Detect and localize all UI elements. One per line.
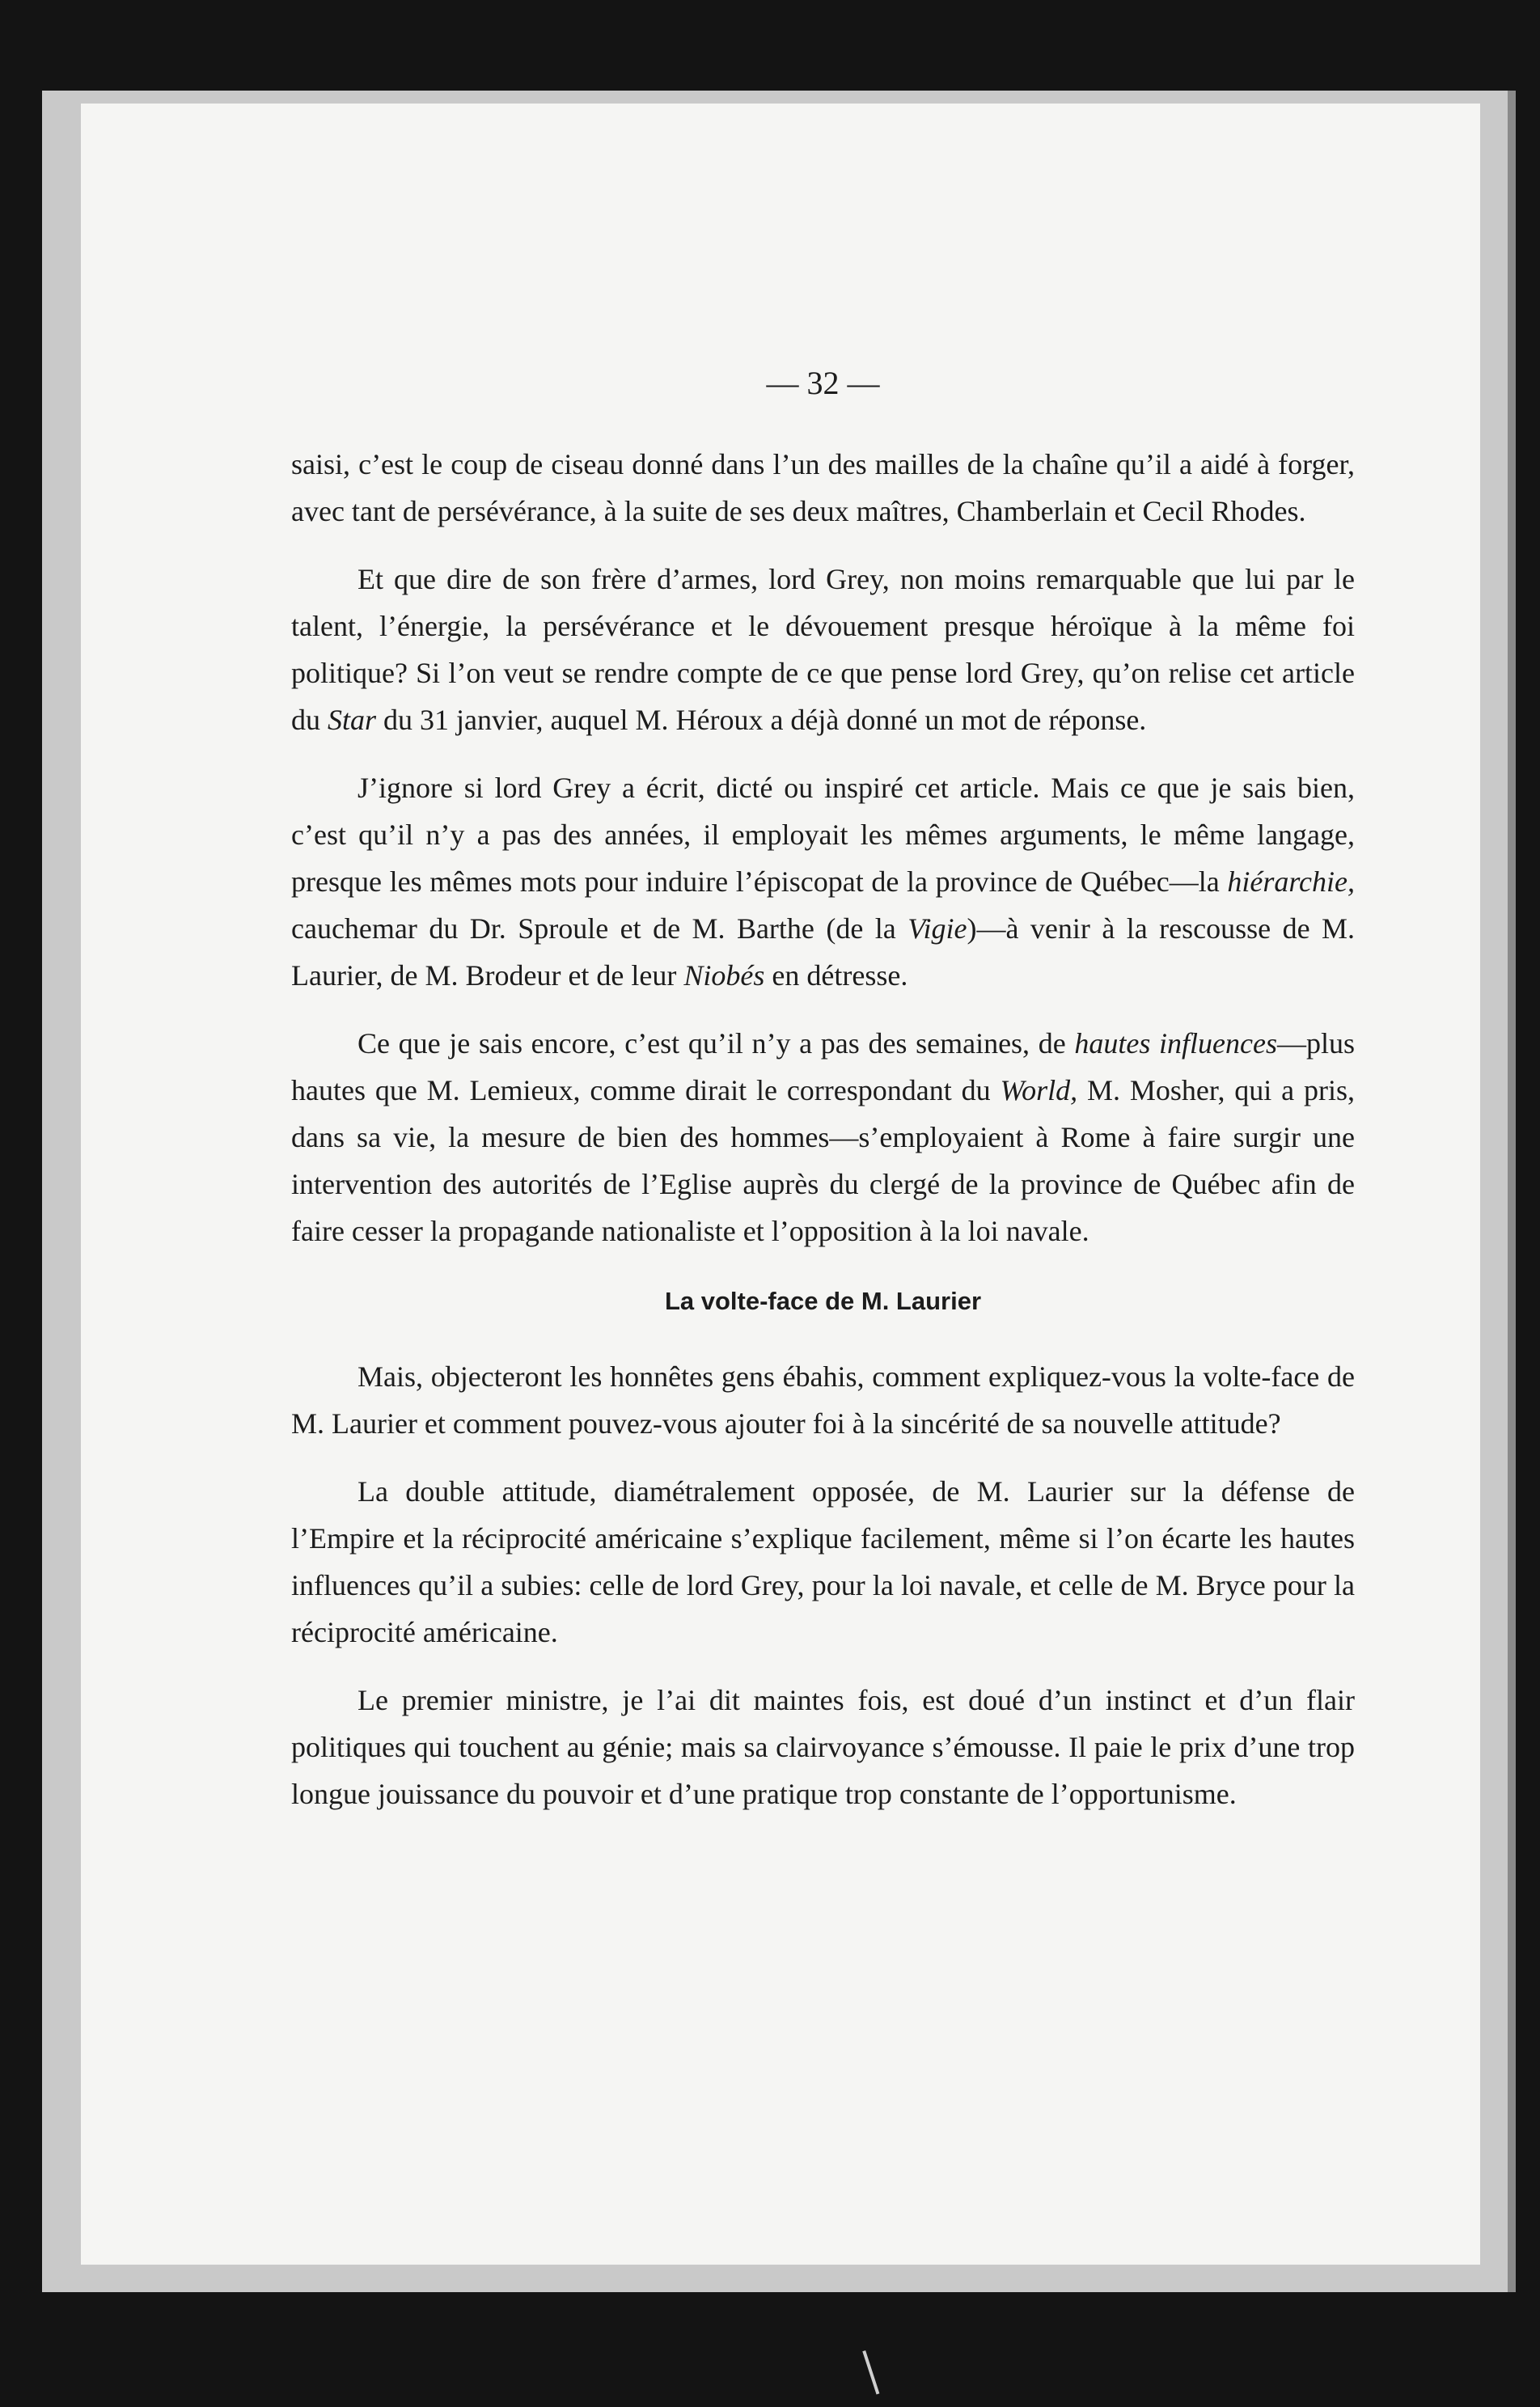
- star-title: Star: [328, 704, 377, 736]
- paragraph-4-text-a: Ce que je sais encore, c’est qu’il n’y a pas des semaines, de: [358, 1027, 1075, 1060]
- paragraph-2-text-a: Et que dire de son frère d’armes, lord Grey, non moins remarquable que lui par le talent, l’énergie, la persévérance et le dévouement presque héroïque à la même foi politique? Si l’on veut se rendre compte de ce que pense lord Grey, qu’on relise cet article du: [291, 563, 1355, 736]
- page-number: — 32 —: [766, 365, 880, 401]
- paragraph-6: La double attitude, diamétralement opposée, de M. Laurier sur la défense de l’Empire et la réciprocité américaine s’explique facilement, même si l’on écarte les hautes influences qu’il a subies: celle de lord Grey, pour la loi navale, et celle de M. Bryce pour la réciprocité américaine.: [291, 1475, 1355, 1648]
- niobes-italic: Niobés: [683, 959, 765, 992]
- paragraph-3-text-c: )—à venir à la rescousse de M. Laurier, de M. Brodeur et de leur: [291, 912, 1355, 992]
- paragraph-4-text-b: —plus hautes que M. Lemieux, comme dirait le correspondant du: [291, 1027, 1355, 1106]
- paragraph-1: saisi, c’est le coup de ciseau donné dans l’un des mailles de la chaîne qu’il a aidé à forger, avec tant de persévérance, à la suite de ses deux maîtres, Chamberlain et Cecil Rhodes.: [291, 448, 1355, 527]
- paragraph-4: [291, 1020, 1355, 1254]
- vigie-title: Vigie: [908, 912, 967, 945]
- paragraph-3-text-b: cauchemar du Dr. Sproule et de M. Barthe (de la: [291, 912, 908, 945]
- paragraph-4-text-c: M. Mosher, qui a pris, dans sa vie, la mesure de bien des hommes—s’employaient à Rome à faire surgir une intervention des autorités de l’Eglise auprès du clergé de la province de Québec afin de faire cesser la propagande nationaliste et l’opposition à la loi navale.: [291, 1074, 1355, 1247]
- paragraph-3: [291, 764, 1355, 999]
- paragraph-2: [291, 556, 1355, 743]
- text-block: [291, 364, 1355, 1838]
- paragraph-3-text-a: J’ignore si lord Grey a écrit, dicté ou inspiré cet article. Mais ce que je sais bien, c’est qu’il n’y a pas des années, il employait les mêmes arguments, le même langage, presque les mêmes mots pour induire l’épiscopat de la province de Québec—la: [291, 772, 1355, 898]
- paragraph-2-text-b: du 31 janvier, auquel M. Héroux a déjà donné un mot de réponse.: [376, 704, 1147, 736]
- scan-mark: [862, 2341, 905, 2394]
- hierarchie-italic: hiérarchie,: [1227, 865, 1355, 898]
- paragraph-5: Mais, objecteront les honnêtes gens ébahis, comment expliquez-vous la volte-face de M. Laurier et comment pouvez-vous ajouter foi à la sincérité de sa nouvelle attitude?: [291, 1360, 1355, 1440]
- paragraph-3-text-d: en détresse.: [764, 959, 908, 992]
- hautes-influences-italic: hautes influences: [1074, 1027, 1277, 1060]
- section-heading: La volte-face de M. Laurier: [664, 1287, 982, 1315]
- world-title: World,: [1000, 1074, 1078, 1106]
- paragraph-7: Le premier ministre, je l’ai dit maintes fois, est doué d’un instinct et d’un flair politiques qui touchent au génie; mais sa clairvoyance s’émousse. Il paie le prix d’une trop longue jouissance du pouvoir et d’une pratique trop constante de l’opportunisme.: [291, 1684, 1355, 1810]
